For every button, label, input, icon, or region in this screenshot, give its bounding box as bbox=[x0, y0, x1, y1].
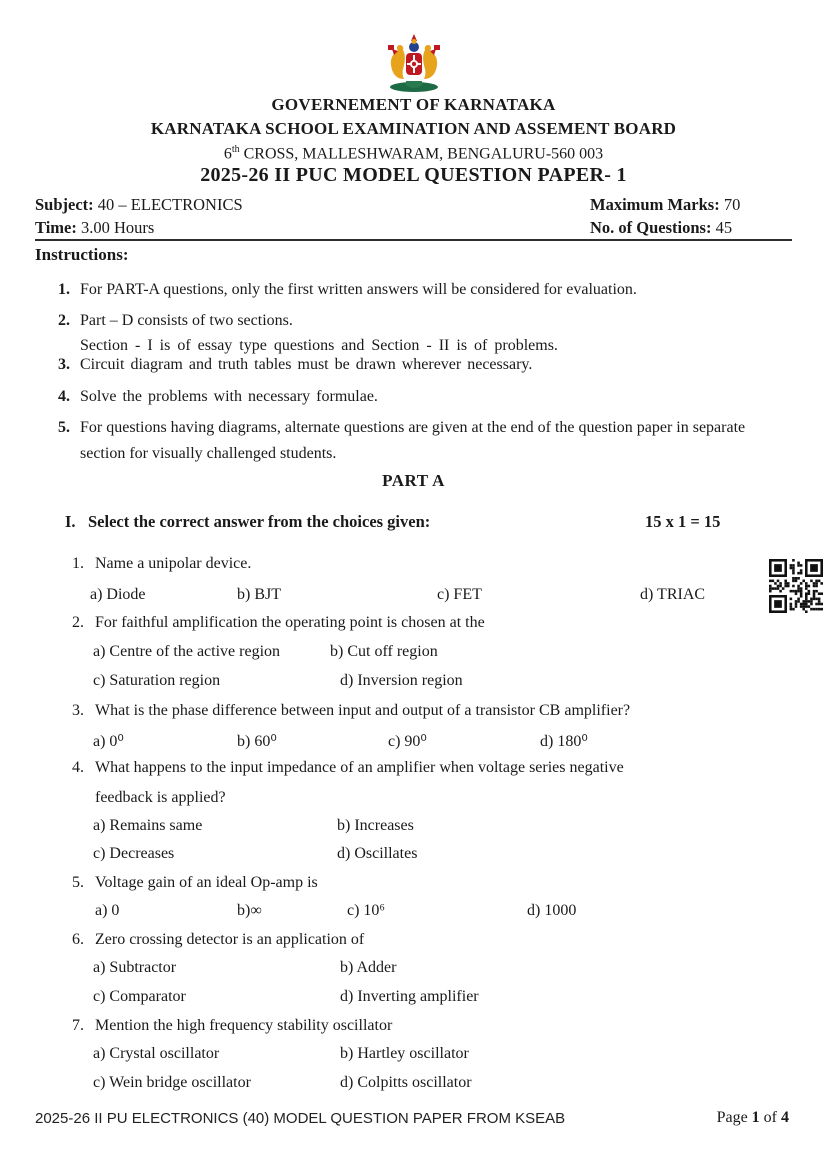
option-d: d) 1000 bbox=[527, 902, 577, 919]
section-roman: I. bbox=[65, 512, 76, 531]
subject-cell bbox=[35, 195, 243, 215]
option-b: b)∞ bbox=[237, 902, 262, 919]
instruction-number: 4. bbox=[58, 388, 70, 405]
question-text: What happens to the input impedance of an amplifier when voltage series negative bbox=[95, 759, 624, 776]
option-b: b) Increases bbox=[337, 817, 414, 834]
question-number: 6. bbox=[72, 931, 84, 948]
address-number: 6 bbox=[223, 145, 232, 163]
option-d: d) Colpitts oscillator bbox=[340, 1074, 472, 1091]
option-a: a) Subtractor bbox=[93, 959, 177, 976]
qr-code-icon bbox=[769, 559, 823, 613]
option-d: d) 180⁰ bbox=[540, 733, 588, 750]
paper-title: 2025-26 II PUC MODEL QUESTION PAPER- 1 bbox=[200, 164, 627, 186]
num-questions-value: 45 bbox=[715, 218, 733, 237]
address-rest: CROSS, MALLESHWARAM, BENGALURU-560 003 bbox=[239, 145, 604, 163]
page-number: 1 bbox=[751, 1109, 760, 1126]
footer-text: 2025-26 II PU ELECTRONICS (40) MODEL QUESTION PAPER FROM KSEAB bbox=[35, 1110, 566, 1127]
option-b: b) BJT bbox=[237, 586, 281, 603]
instruction-number: 3. bbox=[58, 356, 70, 373]
num-questions-cell bbox=[590, 218, 732, 238]
board-address bbox=[0, 144, 827, 163]
option-c: c) FET bbox=[437, 586, 482, 603]
time-label: Time: bbox=[35, 218, 81, 237]
option-c: c) 90⁰ bbox=[388, 733, 427, 750]
section-text: Select the correct answer from the choices given: bbox=[88, 512, 431, 531]
num-questions-label: No. of Questions: bbox=[590, 218, 716, 237]
question-number: 7. bbox=[72, 1017, 84, 1034]
option-a: a) 0⁰ bbox=[93, 733, 124, 750]
of-word: of bbox=[759, 1109, 781, 1126]
option-c: c) Comparator bbox=[93, 988, 186, 1005]
question-number: 3. bbox=[72, 702, 84, 719]
instruction-number: 1. bbox=[58, 281, 70, 298]
question-text: Zero crossing detector is an application of bbox=[95, 931, 365, 948]
board-line: KARNATAKA SCHOOL EXAMINATION AND ASSEMENT BOARD bbox=[150, 119, 677, 138]
option-b: b) Hartley oscillator bbox=[340, 1045, 469, 1062]
option-d: d) Inversion region bbox=[340, 672, 463, 689]
option-c: c) Saturation region bbox=[93, 672, 221, 689]
option-a: a) 0 bbox=[95, 902, 120, 919]
instruction-text: Part – D consists of two sections. bbox=[80, 312, 293, 329]
question-number: 1. bbox=[72, 555, 84, 572]
address-ordinal: th bbox=[231, 144, 240, 155]
question-number: 5. bbox=[72, 874, 84, 891]
part-a-title: PART A bbox=[382, 471, 445, 490]
section-marks: 15 x 1 = 15 bbox=[645, 512, 721, 531]
question-text: feedback is applied? bbox=[95, 789, 226, 806]
header-divider bbox=[35, 239, 792, 241]
option-c: c) 10⁶ bbox=[347, 902, 386, 919]
instruction-text: section for visually challenged students. bbox=[80, 445, 337, 462]
question-number: 4. bbox=[72, 759, 84, 776]
instruction-text: For PART-A questions, only the first written answers will be considered for evaluation. bbox=[80, 281, 637, 298]
question-number: 2. bbox=[72, 614, 84, 631]
instruction-text: For questions having diagrams, alternate questions are given at the end of the question paper in separate bbox=[80, 419, 746, 436]
question-text: What is the phase difference between input and output of a transistor CB amplifier? bbox=[95, 702, 631, 719]
instruction-number: 5. bbox=[58, 419, 70, 436]
time-cell bbox=[35, 218, 154, 238]
question-text: Voltage gain of an ideal Op-amp is bbox=[95, 874, 318, 891]
question-text: Mention the high frequency stability oscillator bbox=[95, 1017, 393, 1034]
option-d: d) Inverting amplifier bbox=[340, 988, 479, 1005]
option-c: c) Decreases bbox=[93, 845, 175, 862]
option-b: b) Adder bbox=[340, 959, 397, 976]
max-marks-label: Maximum Marks: bbox=[590, 195, 724, 214]
option-a: a) Diode bbox=[90, 586, 146, 603]
max-marks-value: 70 bbox=[723, 195, 741, 214]
karnataka-emblem-icon bbox=[376, 33, 452, 93]
option-a: a) Remains same bbox=[93, 817, 203, 834]
instructions-heading: Instructions: bbox=[35, 245, 129, 264]
page-indicator bbox=[717, 1109, 789, 1127]
option-d: d) TRIAC bbox=[640, 586, 706, 603]
instruction-text: Solve the problems with necessary formulae. bbox=[80, 388, 378, 405]
option-c: c) Wein bridge oscillator bbox=[93, 1074, 251, 1091]
subject-label: Subject: bbox=[35, 195, 98, 214]
question-text: Name a unipolar device. bbox=[95, 555, 252, 572]
option-b: b) 60⁰ bbox=[237, 733, 277, 750]
question-text: For faithful amplification the operating point is chosen at the bbox=[95, 614, 485, 631]
page-word: Page bbox=[716, 1109, 752, 1126]
option-a: a) Crystal oscillator bbox=[93, 1045, 220, 1062]
instruction-text: Section - I is of essay type questions and Section - II is of problems. bbox=[80, 337, 558, 354]
max-marks-cell bbox=[590, 195, 740, 215]
option-a: a) Centre of the active region bbox=[93, 643, 281, 660]
page-total: 4 bbox=[781, 1109, 789, 1126]
option-d: d) Oscillates bbox=[337, 845, 418, 862]
instruction-text: Circuit diagram and truth tables must be drawn wherever necessary. bbox=[80, 356, 533, 373]
government-line: GOVERNEMENT OF KARNATAKA bbox=[271, 95, 556, 114]
option-b: b) Cut off region bbox=[330, 643, 438, 660]
time-value: 3.00 Hours bbox=[80, 218, 155, 237]
subject-value: 40 – ELECTRONICS bbox=[97, 195, 243, 214]
instruction-number: 2. bbox=[58, 312, 70, 329]
